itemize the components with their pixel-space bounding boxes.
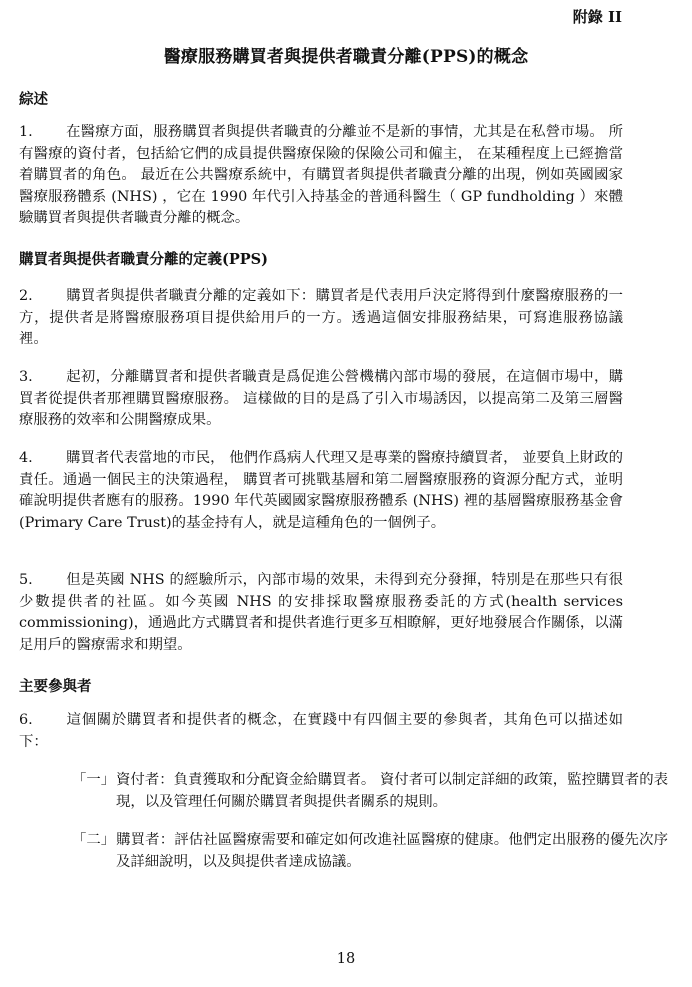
paragraph-number: 2. <box>19 288 33 304</box>
paragraph-text: 購買者與提供者職責分離的定義如下：購買者是代表用戶決定將得到什麼醫療服務的一方，提供者是將醫療服務項目提供給用戶的一方。透過這個安排服務結果，可寫進服務協議裡。 <box>19 288 623 347</box>
paragraph-2 <box>19 286 623 351</box>
section-heading-main-participants: 主要參與者 <box>19 678 92 695</box>
document-title: 醫療服務購買者與提供者職責分離(PPS)的概念 <box>163 47 529 67</box>
list-item-marker: 「一」 <box>72 772 116 788</box>
list-item-marker: 「二」 <box>72 832 116 848</box>
paragraph-3 <box>19 367 623 432</box>
list-item-purchaser <box>72 830 668 873</box>
paragraph-number: 4. <box>19 450 33 466</box>
paragraph-text: 購買者代表當地的市民， 他們作爲病人代理又是專業的醫療持續買者， 並要負上財政的責任。通過一個民主的決策過程， 購買者可挑戰基層和第二層醫療服務的資源分配方式，並明確說明提供者應有的服務。1990 年代英國國家醫療服務體系 (NHS) 裡的基層醫療服務基金會(Primary Care Trust)的基金持有人，就是這種角色的一個例子。 <box>19 450 623 531</box>
paragraph-5 <box>19 570 623 656</box>
paragraph-text: 這個關於購買者和提供者的概念，在實踐中有四個主要的參與者，其角色可以描述如下： <box>19 712 623 750</box>
paragraph-4 <box>19 448 623 534</box>
paragraph-text: 在醫療方面，服務購買者與提供者職責的分離並不是新的事情，尤其是在私營市場。 所有醫療的資付者，包括給它們的成員提供醫療保險的保險公司和僱主， 在某種程度上已經擔當着購買者的角色。 最近在公共醫療系統中，有購買者與提供者職責分離的出現，例如英國國家醫療服務體系 (NHS) ，它在 1990 年代引入持基金的普通科醫生（ GP fundholding ）來體驗購買者與提供者職責分離的概念。 <box>19 124 623 226</box>
list-item-text: 資付者：負責獲取和分配資金給購買者。 資付者可以制定詳細的政策，監控購買者的表現，以及管理任何關於購買者與提供者關系的規則。 <box>116 772 668 810</box>
appendix-label: 附錄 II <box>572 8 622 26</box>
section-heading-pps-definition: 購買者與提供者職責分離的定義(PPS) <box>19 251 268 268</box>
paragraph-text: 但是英國 NHS 的經驗所示，內部市場的效果，未得到充分發揮，特別是在那些只有很少數提供者的社區。如今英國 NHS 的安排採取醫療服務委託的方式(health services commissioning)，通過此方式購買者和提供者進行更多互相瞭解，更好地發展合作關係，以滿足用戶的醫療需求和期望。 <box>19 572 623 653</box>
list-item-payer <box>72 770 668 813</box>
paragraph-number: 6. <box>19 712 33 728</box>
page-number: 18 <box>336 951 356 967</box>
paragraph-number: 5. <box>19 572 33 588</box>
paragraph-6 <box>19 710 623 753</box>
paragraph-1 <box>19 122 623 230</box>
paragraph-number: 1. <box>19 124 33 140</box>
paragraph-number: 3. <box>19 369 33 385</box>
list-item-text: 購買者：評估社區醫療需要和確定如何改進社區醫療的健康。他們定出服務的優先次序及詳細說明，以及與提供者達成協議。 <box>116 832 668 870</box>
section-heading-overview: 綜述 <box>19 91 48 108</box>
paragraph-text: 起初，分離購買者和提供者職責是爲促進公營機構內部市場的發展，在這個市場中，購買者從提供者那裡購買醫療服務。 這樣做的目的是爲了引入市場誘因，以提高第二及第三層醫療服務的效率和公開醫療成果。 <box>19 369 623 428</box>
